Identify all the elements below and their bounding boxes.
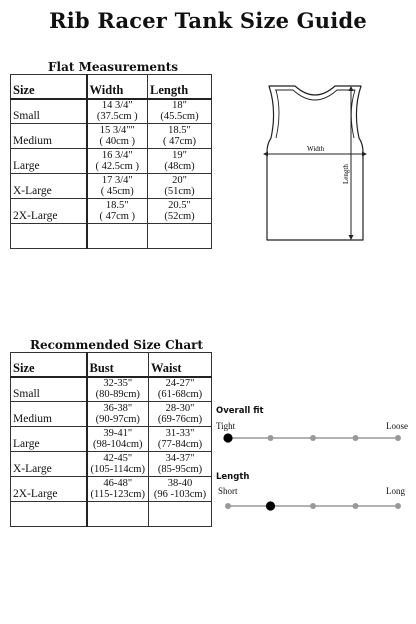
table-row — [11, 452, 212, 477]
length-fit-label: Length — [216, 472, 250, 482]
width-label: Width — [307, 145, 325, 153]
column-header-waist: Waist — [149, 353, 212, 377]
length-fit-left-label: Short — [218, 486, 238, 496]
length-fit-dot — [353, 503, 359, 509]
bust-cell: 36-38" (90-97cm) — [87, 402, 149, 427]
table-header-row — [11, 75, 212, 99]
length-fit-selected-dot — [266, 501, 275, 510]
length-cell: 18.5" ( 47cm) — [148, 124, 212, 149]
overall-fit-dot — [268, 435, 274, 441]
size-cell: 2X-Large — [11, 477, 87, 502]
width-cell: 16 3/4" ( 42.5cm ) — [87, 149, 148, 174]
page-title: Rib Racer Tank Size Guide — [49, 8, 367, 33]
length-cell: 20.5" (52cm) — [148, 199, 212, 224]
table-row — [11, 477, 212, 502]
table-row — [11, 174, 212, 199]
width-cell: 18.5" ( 47cm ) — [87, 199, 148, 224]
table-row — [11, 377, 212, 402]
overall-fit-dot — [395, 435, 401, 441]
column-header-length: Length — [148, 75, 212, 99]
bust-cell: 39-41" (98-104cm) — [87, 427, 149, 452]
waist-cell: 28-30" (69-76cm) — [149, 402, 212, 427]
overall-fit-scale — [220, 430, 410, 446]
length-fit-right-label: Long — [386, 486, 405, 496]
size-cell: Medium — [11, 402, 87, 427]
width-cell: 17 3/4" ( 45cm) — [87, 174, 148, 199]
width-cell: 14 3/4" (37.5cm ) — [87, 99, 148, 124]
waist-cell: 34-37" (85-95cm) — [149, 452, 212, 477]
size-cell: Large — [11, 149, 87, 174]
bust-cell: 32-35" (80-89cm) — [87, 377, 149, 402]
tank-diagram — [255, 80, 375, 248]
table-header-row — [11, 353, 212, 377]
table-row — [11, 99, 212, 124]
overall-fit-left-label: Tight — [216, 421, 236, 431]
recommended-size-table — [10, 352, 212, 527]
length-fit-dot — [310, 503, 316, 509]
waist-cell: 24-27" (61-68cm) — [149, 377, 212, 402]
overall-fit-label: Overall fit — [216, 406, 264, 416]
length-cell: 18" (45.5cm) — [148, 99, 212, 124]
waist-cell: 38-40 (96 -103cm) — [149, 477, 212, 502]
overall-fit-dot — [310, 435, 316, 441]
size-cell: Medium — [11, 124, 87, 149]
size-cell: 2X-Large — [11, 199, 87, 224]
table-row — [11, 124, 212, 149]
bust-cell: 42-45" (105-114cm) — [87, 452, 149, 477]
waist-cell: 31-33" (77-84cm) — [149, 427, 212, 452]
recommended-size-heading: Recommended Size Chart — [30, 338, 204, 352]
length-label: Length — [342, 164, 350, 184]
column-header-size: Size — [11, 353, 87, 377]
column-header-size: Size — [11, 75, 87, 99]
flat-measurements-heading: Flat Measurements — [48, 60, 179, 74]
flat-measurements-table — [10, 74, 212, 249]
tank-inner-trim — [275, 90, 355, 138]
length-fit-scale — [220, 498, 410, 514]
length-fit-dot — [395, 503, 401, 509]
overall-fit-dot — [353, 435, 359, 441]
width-cell: 15 3/4"" ( 40cm ) — [87, 124, 148, 149]
size-cell: Small — [11, 377, 87, 402]
column-header-width: Width — [87, 75, 148, 99]
table-row — [11, 427, 212, 452]
size-cell: Small — [11, 99, 87, 124]
table-row — [11, 149, 212, 174]
overall-fit-right-label: Loose — [386, 421, 408, 431]
table-row-empty — [11, 502, 212, 527]
length-cell: 20" (51cm) — [148, 174, 212, 199]
length-cell: 19" (48cm) — [148, 149, 212, 174]
tank-outline — [267, 86, 363, 240]
column-header-bust: Bust — [87, 353, 149, 377]
size-cell: Large — [11, 427, 87, 452]
table-row-empty — [11, 224, 212, 249]
size-cell: X-Large — [11, 452, 87, 477]
bust-cell: 46-48" (115-123cm) — [87, 477, 149, 502]
length-fit-dot — [225, 503, 231, 509]
size-cell: X-Large — [11, 174, 87, 199]
overall-fit-selected-dot — [223, 433, 232, 442]
table-row — [11, 402, 212, 427]
table-row — [11, 199, 212, 224]
